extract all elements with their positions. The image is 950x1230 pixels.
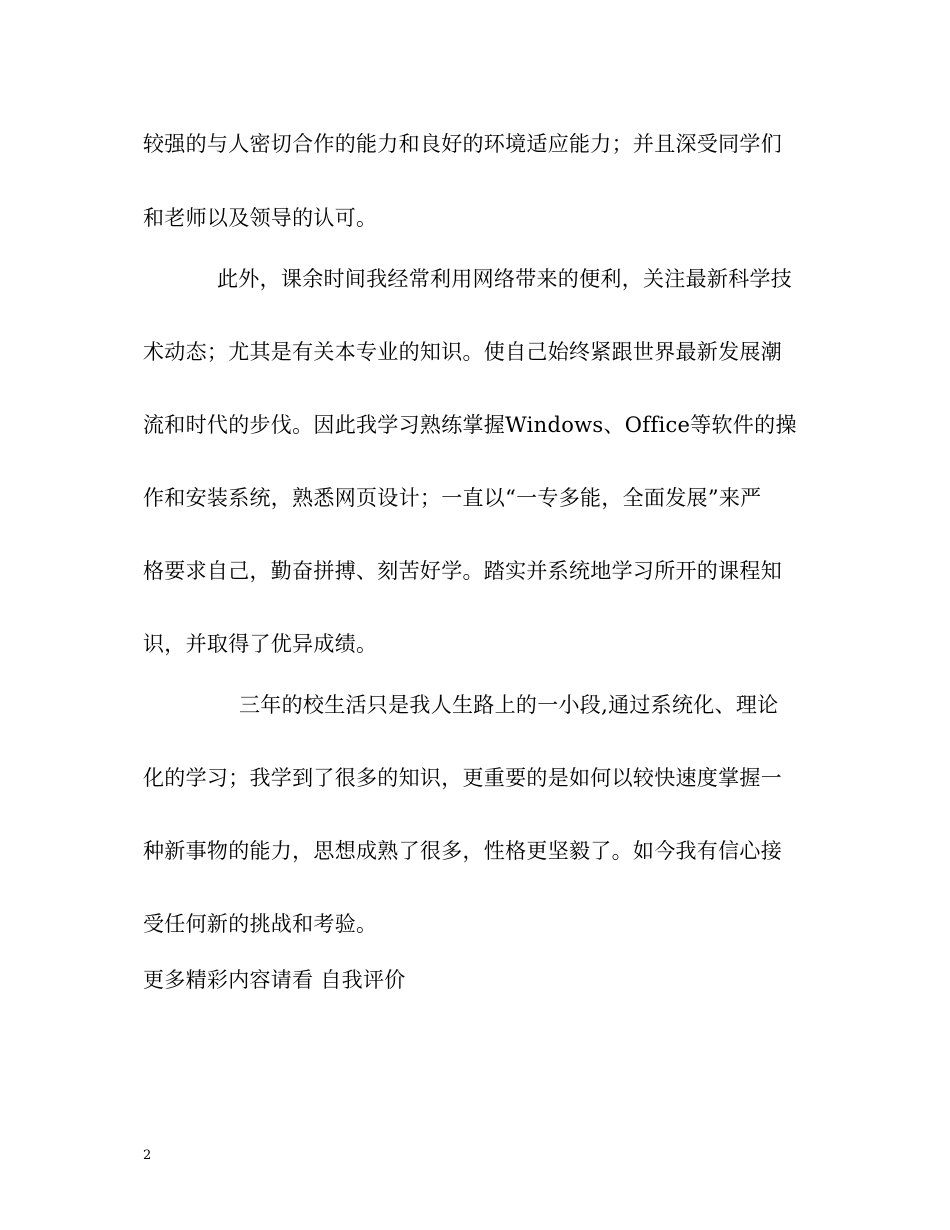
text-line: 流和时代的步伐。因此我学习熟练掌握Windows、Office等软件的操 [143,413,797,437]
paragraph-start-line: 此外，课余时间我经常利用网络带来的便利，关注最新科学技 [217,267,793,291]
text-line: 化的学习；我学到了很多的知识，更重要的是如何以较快速度掌握一 [143,766,782,790]
page-number: 2 [143,1148,152,1163]
text-line: 术动态；尤其是有关本专业的知识。使自己始终紧跟世界最新发展潮 [143,340,782,364]
paragraph-start-line: 三年的校生活只是我人生路上的一小段,通过系统化、理论 [239,693,779,717]
text-line: 和老师以及领导的认可。 [143,206,378,230]
text-line: 识，并取得了优异成绩。 [143,632,378,656]
text-line: 格要求自己，勤奋拼搏、刻苦好学。踏实并系统地学习所开的课程知 [143,559,782,583]
text-line: 种新事物的能力，思想成熟了很多，性格更坚毅了。如今我有信心接 [143,839,782,863]
text-line: 作和安装系统，熟悉网页设计；一直以“一专多能，全面发展”来严 [143,486,762,510]
more-content-link-text: 更多精彩内容请看 自我评价 [143,968,406,992]
text-line: 受任何新的挑战和考验。 [143,912,378,936]
text-line: 较强的与人密切合作的能力和良好的环境适应能力；并且深受同学们 [143,132,782,156]
